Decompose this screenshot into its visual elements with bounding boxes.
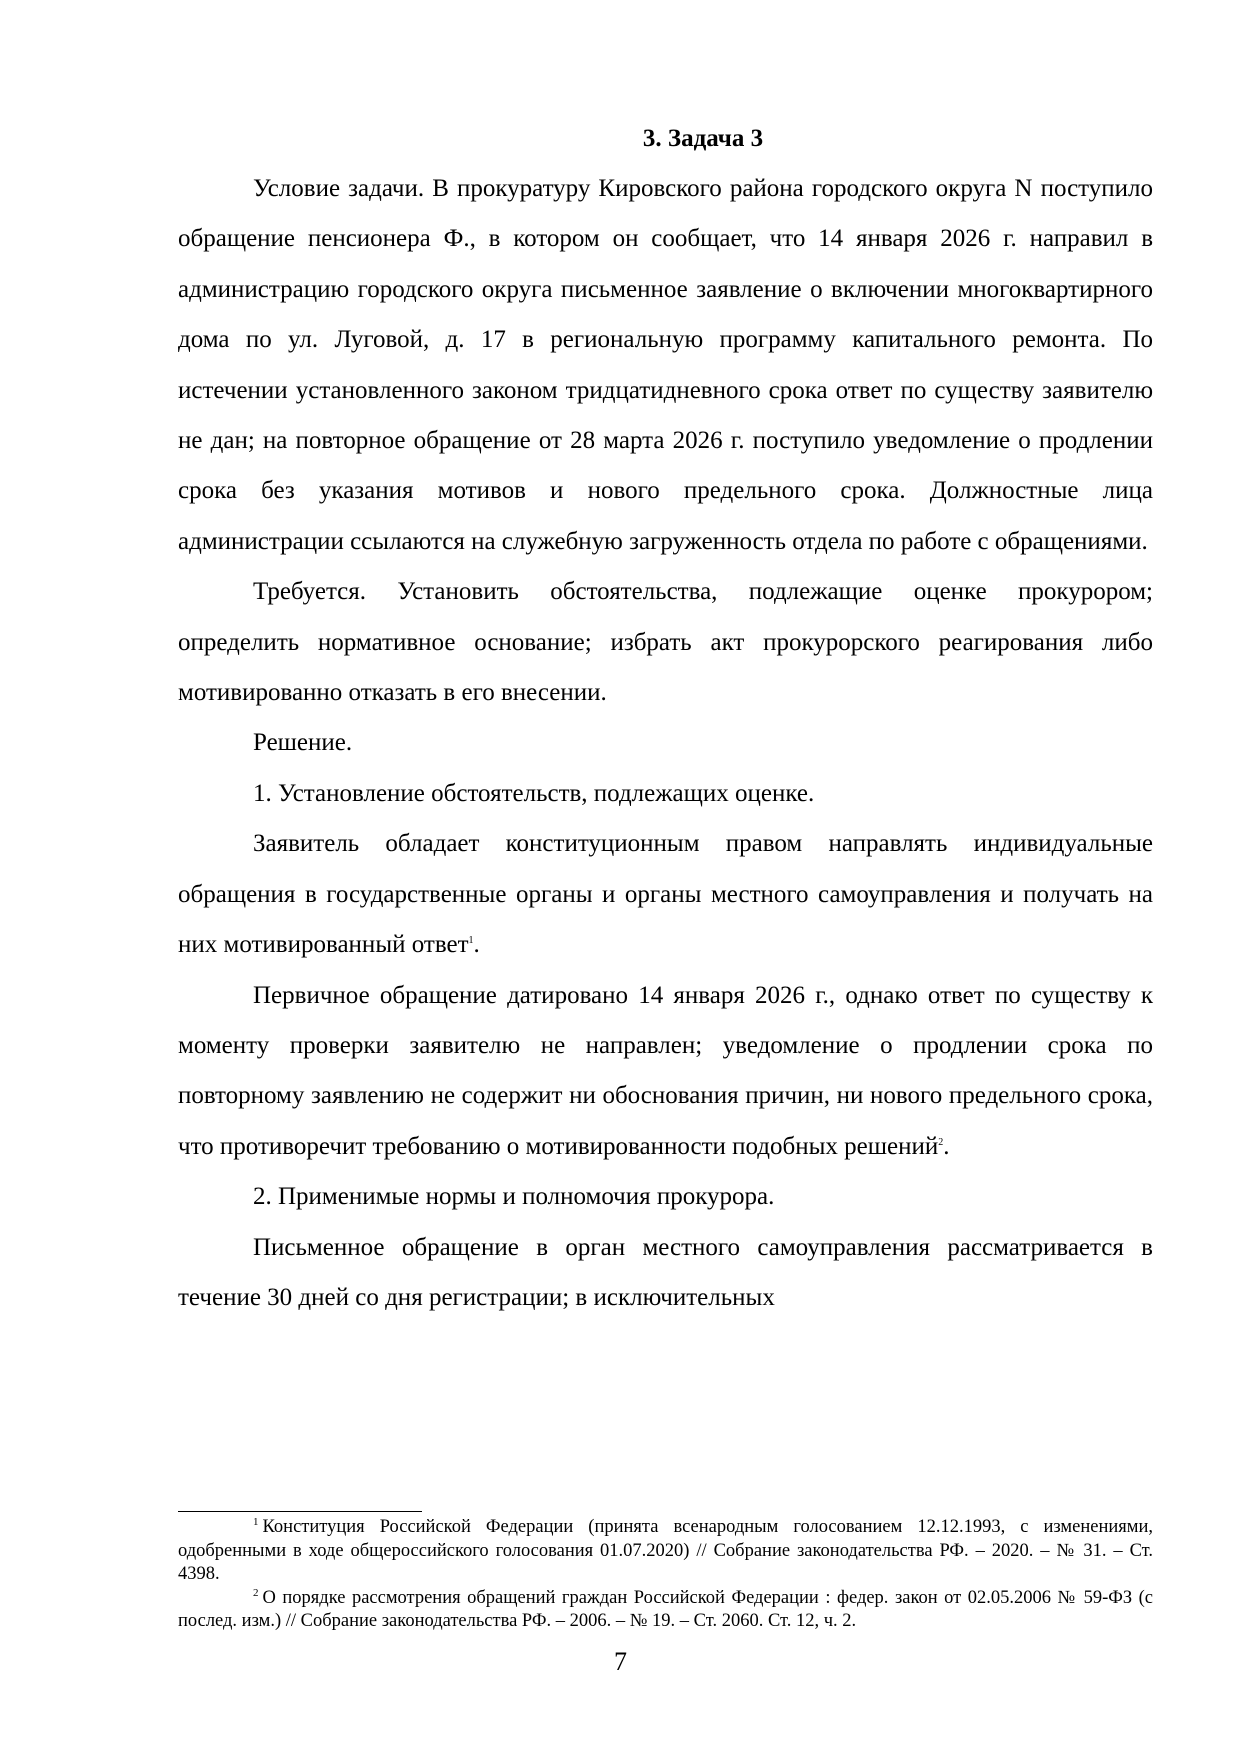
page-body: [178, 114, 1153, 1323]
footnote-separator: [178, 1511, 422, 1512]
footnote-text-1: Конституция Российской Федерации (принята всенародным голосованием 12.12.1993, с изменениями, одобренными в ходе общероссийского голосования 01.07.2020) // Собрание законодательства РФ. – 2020. – № 31. – Ст. 4398.: [178, 1517, 1153, 1584]
paragraph-primary-appeal: [178, 971, 1153, 1173]
footnote-ref-2[interactable]: 2: [938, 1136, 944, 1148]
paragraph-end-punct: .: [943, 1132, 950, 1160]
paragraph-task-condition: Условие задачи. В прокуратуру Кировского района городского округа N поступило обращение пенсионера Ф., в котором он сообщает, что 14 января 2026 г. направил в администрацию городского округа письменное заявление о включении многоквартирного дома по ул. Луговой, д. 17 в региональную программу капитального ремонта. По истечении установленного законом тридцатидневного срока ответ по существу заявителю не дан; на повторное обращение от 28 марта 2026 г. поступило уведомление о продлении срока без указания мотивов и нового предельного срока. Должностные лица администрации ссылаются на служебную загруженность отдела по работе с обращениями.: [178, 175, 1153, 555]
paragraph-requirement: Требуется. Установить обстоятельства, подлежащие оценке прокурором; определить нормативное основание; избрать акт прокурорского реагирования либо мотивированно отказать в его внесении.: [178, 578, 1153, 707]
footnote-mark-2: 2: [253, 1586, 259, 1599]
paragraph-step-2-heading: 2. Применимые нормы и полномочия прокурора.: [253, 1183, 775, 1211]
section-heading: 3. Задача 3: [642, 125, 764, 152]
footnote-mark-1: 1: [253, 1516, 259, 1528]
paragraph-written-appeal: Письменное обращение в орган местного самоуправления рассматривается в течение 30 дней со дня регистрации; в исключительных: [178, 1233, 1153, 1311]
footnote-1: [178, 1516, 1153, 1587]
paragraph-text: Первичное обращение датировано 14 января 2026 г., однако ответ по существу к моменту проверки заявителю не направлен; уведомление о продлении срока по повторному заявлению не содержит ни обоснования причин, ни нового предельного срока, что противоречит требованию о мотивированности подобных решений: [178, 981, 1153, 1160]
paragraph-constitutional-right: [178, 819, 1153, 970]
footnote-2: [178, 1587, 1153, 1634]
paragraph-end-punct: .: [473, 931, 480, 959]
paragraph-solution-label: Решение.: [253, 729, 353, 757]
page-number: 7: [614, 1647, 627, 1676]
paragraph-text: Заявитель обладает конституционным правом направлять индивидуальные обращения в государственные органы и органы местного самоуправления и получать на них мотивированный ответ: [178, 830, 1153, 959]
footnotes-area: [178, 1516, 1153, 1634]
footnote-ref-1[interactable]: 1: [468, 935, 474, 947]
paragraph-step-1-heading: 1. Установление обстоятельств, подлежащих оценке.: [253, 779, 815, 807]
footnote-text-2: О порядке рассмотрения обращений граждан Российской Федерации : федер. закон от 02.05.2006 № 59-ФЗ (с послед. изм.) // Собрание законодательства РФ. – 2006. – № 19. – Ст. 2060. Ст. 12, ч. 2.: [178, 1587, 1153, 1631]
